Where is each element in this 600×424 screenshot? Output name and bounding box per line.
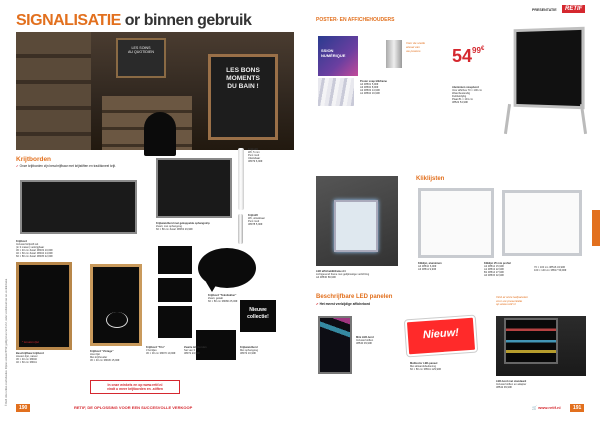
poster-aside-line3: uw posters xyxy=(406,48,421,53)
swing-line1: Set van 3 xyxy=(184,349,195,353)
krijtbord-line5: 60 × 80 cm Zwart 38035 22,00€ xyxy=(16,255,53,259)
klik-frame-2 xyxy=(502,190,582,256)
trio-line2: 30 × 30 cm 38070 19,90€ xyxy=(146,352,176,356)
a-frame-leg-left xyxy=(504,104,511,134)
poster-aside xyxy=(406,42,425,53)
klik-frame-1 xyxy=(418,188,494,258)
stand-name: LED-bord met standaard xyxy=(496,380,527,383)
wand-specs xyxy=(240,346,258,355)
price-cents: 99 xyxy=(472,46,481,55)
mini-line2: 38540 39,90€ xyxy=(356,342,372,346)
wall-board-line1: Zwart, met ophangoog xyxy=(156,225,182,229)
krijtbord-line2: (in 3 maten) verkrijgbaar xyxy=(16,246,45,250)
klik-specs-1 xyxy=(418,262,442,271)
big-sign-line1: LES BONS xyxy=(226,67,260,74)
krijtstift-image xyxy=(238,214,243,244)
poster-line3: A2 38503 14,90€ xyxy=(360,89,380,93)
klik1-line1: A4 38510 6,90€ xyxy=(418,265,437,269)
krijtbord-line3: 30 × 40 cm Zwart 38033 10,00€ xyxy=(16,249,53,253)
stoepbord-line5: 38522 54,99€ xyxy=(452,101,468,105)
title-dark: or binnen gebruik xyxy=(124,12,252,29)
poster-aside-line1: Voor de snelle xyxy=(406,41,426,45)
cart-icon: 🛒 xyxy=(532,405,537,410)
footer-url[interactable] xyxy=(532,405,561,410)
klik2-line3: B1 38514 27,90€ xyxy=(484,271,504,275)
ledp-aside xyxy=(496,296,528,307)
wall-board xyxy=(156,158,232,218)
ledp-aside-line3: op www.retif.nl xyxy=(496,302,516,307)
klik2-line2: A1 38513 22,90€ xyxy=(484,268,504,272)
krijtbord-line4: 40 × 60 cm Zwart 38034 14,00€ xyxy=(16,252,53,256)
swing-line2: 38071 24,90€ xyxy=(184,352,200,356)
side-legal-text: © Retif. Alle rechten voorbehouden. Prijzen exclusief BTW, geldig tot en met 31/12, onder voorbehoud van zet- en drukfouten. xyxy=(6,278,8,406)
big-sign-line2: MOMENTS xyxy=(226,75,260,82)
klik2-line1: A2 38512 15,90€ xyxy=(484,265,504,269)
a-frame-leg-right xyxy=(580,104,587,134)
klik2-title: Kliklijst 25 mm profiel xyxy=(484,262,511,265)
multi-line1: Met afstandsbediening xyxy=(410,365,437,369)
right-page xyxy=(300,0,600,424)
trio-square-2 xyxy=(158,278,192,302)
poster-heading: POSTER- EN AFFICHEHOUDERS xyxy=(316,17,395,23)
mini-line1: Inclusief stiften xyxy=(356,339,374,343)
tafel-name: Krijtbord "Tekstballon" xyxy=(208,294,237,297)
stift-line4: 38079 6,90€ xyxy=(248,160,263,164)
vintage-line3: 30 × 40 cm 38036 15,90€ xyxy=(90,359,120,363)
mini-specs xyxy=(356,336,374,345)
stift-line1: Wit, 5 mm xyxy=(248,151,260,155)
title-orange: SIGNALISATIE xyxy=(16,12,121,29)
stoepbord-specs xyxy=(452,86,482,105)
wand-line1: Met ophangoog xyxy=(240,349,259,353)
poster-line2: A3 38502 8,90€ xyxy=(360,86,379,90)
poster-banner xyxy=(318,36,358,76)
stoepbord-line1: Voor affiches 70 × 100 cm xyxy=(452,89,483,93)
wall-board-specs xyxy=(156,222,236,231)
wall-board-name: Krijtwandbord met gekoppelde ophangstrip xyxy=(156,222,210,225)
krijtstift-line1: Wit, uitwisbaar xyxy=(248,217,265,221)
stoepbord-line3: Dubbelzijdig xyxy=(452,95,467,99)
a-frame-sign xyxy=(514,27,585,110)
nieuw-led-panel xyxy=(405,316,477,357)
stift-line3: Uitwisbaar xyxy=(248,157,261,161)
side-tab xyxy=(592,210,600,246)
poster-line4: A1 38504 19,90€ xyxy=(360,92,380,96)
poster-aside-line2: wissel van xyxy=(406,44,420,49)
trio-square-3 xyxy=(158,306,192,338)
wood-board-specs xyxy=(16,352,44,364)
wall-board-line2: 60 × 80 cm Zwart 38063 29,90€ xyxy=(156,228,193,232)
tafel-specs xyxy=(208,294,238,303)
ledp-heading: Beschrijfbare LED panelen xyxy=(316,294,393,300)
price-tag xyxy=(452,46,484,67)
led-line2: A4 38530 89,90€ xyxy=(316,276,336,280)
page-number-right: 191 xyxy=(570,404,584,412)
banner-line1: SSION xyxy=(321,48,334,53)
nieuwe-collectie-board xyxy=(240,300,276,332)
poster-rolls xyxy=(318,78,354,106)
brand-logo: RETIF xyxy=(562,5,585,13)
ledp-sub xyxy=(316,303,370,307)
swing-board xyxy=(196,330,236,360)
promo-box xyxy=(90,380,180,394)
klik-specs-3 xyxy=(534,266,566,272)
footer-url-text: www.retif.nl xyxy=(538,405,561,410)
vintage-line1: Hout lijst xyxy=(90,353,100,357)
mini-name: Mini LED-bord xyxy=(356,336,374,339)
led-frame xyxy=(334,200,378,252)
small-sign-line1: LES SOINS xyxy=(131,46,151,50)
shelf-left xyxy=(16,32,91,150)
led-line1: Lichtgevend frame met gelijkmatige verlichting xyxy=(316,273,370,277)
multi-line2: 60 × 80 cm 38541 129,90€ xyxy=(410,368,441,372)
wood-board-line2: 30 × 40 cm 38040 xyxy=(16,358,37,362)
stand-line2: 38542 99,90€ xyxy=(496,386,512,390)
vintage-line2: Met krijthouder xyxy=(90,356,108,360)
multi-name: Multicolor LED-paneel xyxy=(410,362,438,365)
chalkboard-big xyxy=(208,54,278,140)
stoepbord-line2: Waterbestendig xyxy=(452,92,471,96)
ledp-sub-text: Het meest veelzijdige affichebord xyxy=(319,302,371,306)
price-currency: € xyxy=(480,46,485,52)
wood-board-name: Beschrijfbaar krijtbord xyxy=(16,352,44,355)
klik1-line2: A3 38511 9,90€ xyxy=(418,268,437,272)
krijtstift-line2: Punt rond xyxy=(248,220,260,224)
swing-specs xyxy=(184,346,207,355)
small-sign-line2: AU QUOTIDIEN xyxy=(128,50,154,54)
krijtborden-sub-text: Onze krijtborden zijn beschrijfbaar met krijtstiften en traditioneel krijt. xyxy=(19,164,116,168)
poster-specs xyxy=(360,80,387,95)
vintage-string xyxy=(106,312,128,328)
swing-name: Zwarte krijtborden xyxy=(184,346,207,349)
krijtstift-line3: 38078 5,90€ xyxy=(248,223,263,227)
banner-line2: NUMÉRIQUE xyxy=(321,53,346,58)
klik3-line1: 70 × 100 cm 38516 34,90€ xyxy=(534,266,565,269)
page-number-left: 190 xyxy=(16,404,30,412)
mini-led-board xyxy=(318,316,352,374)
tafel-line2: 60 × 80 cm 38080 25,00€ xyxy=(208,300,238,304)
klik-specs-2 xyxy=(484,262,511,277)
poster-name: Poster snap klikframe xyxy=(360,80,387,83)
led-name: LED afficheklikframe A4 xyxy=(316,270,346,273)
wood-label: * Houten lijst xyxy=(22,340,39,344)
trio-name: Krijtbord "Trio" xyxy=(146,346,165,349)
krijtborden-sub xyxy=(16,165,151,169)
trio-line1: 3 bordjes xyxy=(146,349,157,353)
vintage-specs xyxy=(90,350,120,362)
wand-line2: 38072 16,90€ xyxy=(240,352,256,356)
chalk-marker-image xyxy=(238,148,244,210)
led-stand-board xyxy=(504,318,558,364)
nieuwe-line1: Nieuwe xyxy=(249,307,267,313)
stoepbord-line4: Plaat 81 × 101 cm xyxy=(452,98,473,102)
poster-line1: A4 38501 5,90€ xyxy=(360,83,379,87)
wood-board-line3: 40 × 60 cm 38041 xyxy=(16,361,37,365)
kliklijsten-heading: Kliklijsten xyxy=(416,176,445,182)
krijtbord-name: Krijtbord xyxy=(16,240,27,243)
page-title xyxy=(16,12,251,30)
chalkboard-specs xyxy=(16,240,53,259)
section-label: PRESENTATIE xyxy=(532,8,557,12)
tag-silhouette xyxy=(144,112,176,156)
krijtstift-specs xyxy=(248,214,265,226)
check-icon: ✔ xyxy=(16,164,19,168)
ledp-aside-line2: voor uw presentatie xyxy=(496,298,523,303)
ledp-aside-line1: Vind al onze ledpanelen xyxy=(496,295,528,299)
klik2-line4: A0 38515 32,90€ xyxy=(484,274,504,278)
led-specs xyxy=(316,270,369,279)
stoepbord-name: Aluminium stoepbord xyxy=(452,86,479,89)
poster-holder-image xyxy=(386,40,402,68)
nieuwe-line2: collectie! xyxy=(247,314,269,320)
nieuw-text: Nieuw! xyxy=(422,326,460,342)
wood-board xyxy=(16,262,72,350)
trio-square-1 xyxy=(158,246,192,274)
promo-line2: vindt u meer krijtborden en -stiften xyxy=(107,387,163,392)
krijtstift-name: Krijtstift xyxy=(248,214,258,217)
tafel-line1: Zwart, gelakt xyxy=(208,297,223,301)
wood-board-line1: Houten lijst, natuur xyxy=(16,355,38,359)
speech-bubble-tail xyxy=(206,282,218,292)
chalkboard-large xyxy=(20,180,137,234)
stift-name: Krijtstift xyxy=(248,148,258,151)
krijtborden-heading: Krijtborden xyxy=(16,156,52,163)
trio-specs xyxy=(146,346,176,355)
multi-specs xyxy=(410,362,441,371)
stand-line1: Inclusief stiften en adapter xyxy=(496,383,527,387)
promo-line1: In onze winkels en op www.retif.nl xyxy=(107,383,163,387)
stand-specs xyxy=(496,380,526,389)
big-sign-line3: DU BAIN ! xyxy=(227,83,259,90)
price-whole: 54 xyxy=(452,46,473,66)
check-icon-2: ✔ xyxy=(316,302,319,306)
vintage-board xyxy=(90,264,142,346)
chalkboard-small xyxy=(116,38,166,78)
vintage-name: Krijtbord "Vintage" xyxy=(90,350,114,353)
wand-name: Krijtwandbord xyxy=(240,346,258,349)
stift-specs xyxy=(248,148,262,163)
klik1-title: Kliklijst, aluminium xyxy=(418,262,442,265)
footer-tagline: RETIF, DE OPLOSSING VOOR EEN SUCCESVOLLE VERKOOP xyxy=(74,405,193,410)
krijtbord-line1: Inclusief krijtstift wit xyxy=(16,243,39,247)
stift-line2: Punt rond xyxy=(248,154,260,158)
klik3-line2: 100 × 140 cm 38517 59,90€ xyxy=(534,269,567,273)
